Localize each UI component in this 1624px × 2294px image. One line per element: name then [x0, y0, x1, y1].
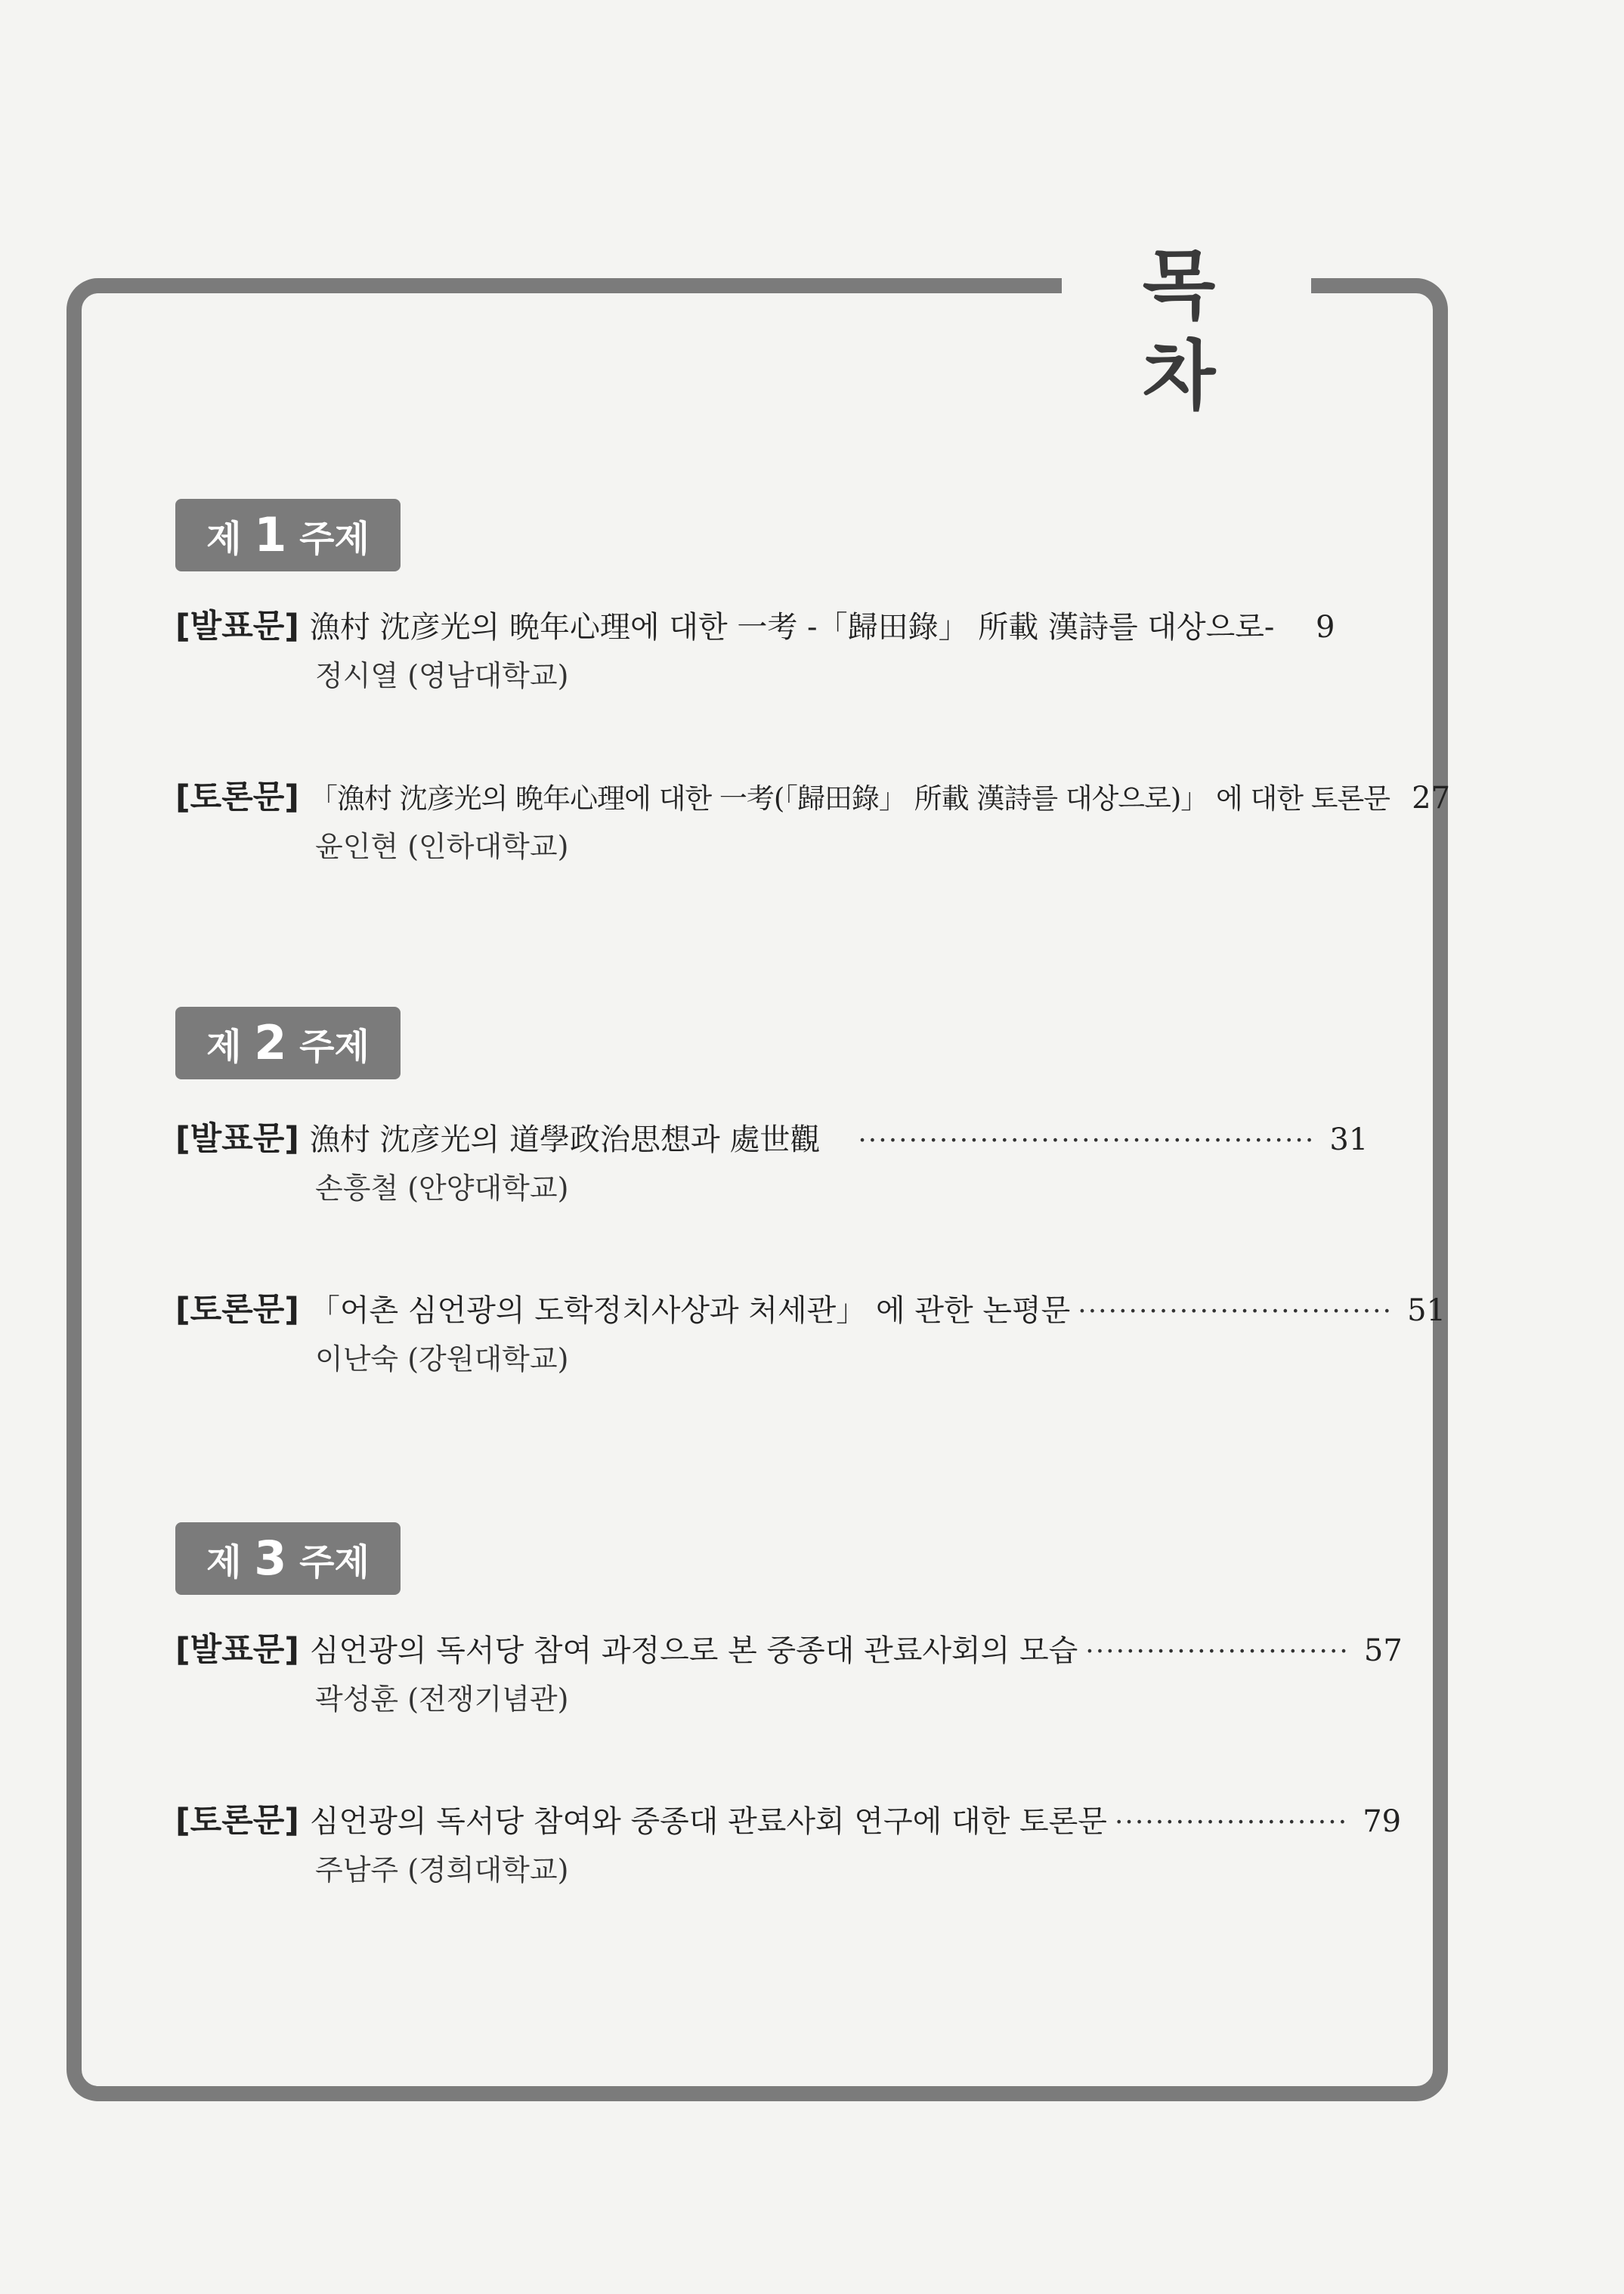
- page-number[interactable]: 27: [1412, 781, 1451, 816]
- page-number[interactable]: 31: [1329, 1122, 1369, 1157]
- entry-author: 주남주 (경희대학교): [315, 1853, 569, 1887]
- entry-author: 손흥철 (안양대학교): [315, 1172, 569, 1205]
- entry-type-tag: [토론문]: [175, 1802, 299, 1840]
- entry-title[interactable]: 심언광의 독서당 참여와 중종대 관료사회 연구에 대한 토론문: [309, 1804, 1107, 1839]
- section-badge-1: 제 1 주제: [175, 499, 401, 571]
- entry-title[interactable]: 漁村 沈彦光의 晩年心理에 대한 一考 -「歸田錄」 所載 漢詩를 대상으로-: [309, 610, 1275, 645]
- dot-leader: ·······························: [1078, 1296, 1394, 1327]
- page-number[interactable]: 51: [1407, 1293, 1446, 1328]
- entry-type-tag: [발표문]: [175, 1631, 299, 1669]
- entry-type-tag: [발표문]: [175, 1120, 299, 1158]
- dot-leader: ·······················: [1114, 1807, 1349, 1838]
- entry-author: 곽성훈 (전쟁기념관): [315, 1683, 569, 1716]
- entry-title[interactable]: 「漁村 沈彦光의 晩年心理에 대한 一考(「歸田錄」 所載 漢詩를 대상으로)」 에 대한 토론문: [309, 782, 1390, 815]
- entry-author: 이난숙 (강원대학교): [315, 1342, 569, 1376]
- page-number[interactable]: 57: [1363, 1633, 1403, 1668]
- section-badge-3: 제 3 주제: [175, 1522, 401, 1595]
- entry-title[interactable]: 「어촌 심언광의 도학정치사상과 처세관」 에 관한 논평문: [309, 1293, 1071, 1328]
- toc-entry[interactable]: [175, 600, 1335, 698]
- page-number[interactable]: 9: [1315, 610, 1335, 645]
- page-number[interactable]: 79: [1363, 1804, 1402, 1839]
- entry-type-tag: [토론문]: [175, 779, 299, 816]
- toc-entry[interactable]: [175, 1113, 1369, 1211]
- toc-entry[interactable]: [175, 1283, 1446, 1382]
- entry-author: 정시열 (영남대학교): [315, 659, 569, 692]
- section-badge-2: 제 2 주제: [175, 1007, 401, 1079]
- toc-entry[interactable]: [175, 1794, 1402, 1893]
- entry-type-tag: [토론문]: [175, 1291, 299, 1329]
- toc-entry[interactable]: [175, 771, 1451, 869]
- entry-title[interactable]: 漁村 沈彦光의 道學政治思想과 處世觀: [309, 1122, 821, 1157]
- toc-entry[interactable]: [175, 1624, 1403, 1722]
- entry-title[interactable]: 심언광의 독서당 참여 과정으로 본 중종대 관료사회의 모습: [309, 1633, 1078, 1668]
- dot-leader: ··························: [1085, 1636, 1350, 1667]
- page-title: 목 차: [1062, 240, 1311, 331]
- entry-author: 윤인현 (인하대학교): [315, 830, 569, 863]
- dot-leader: ·············································: [858, 1125, 1316, 1156]
- entry-type-tag: [발표문]: [175, 608, 299, 645]
